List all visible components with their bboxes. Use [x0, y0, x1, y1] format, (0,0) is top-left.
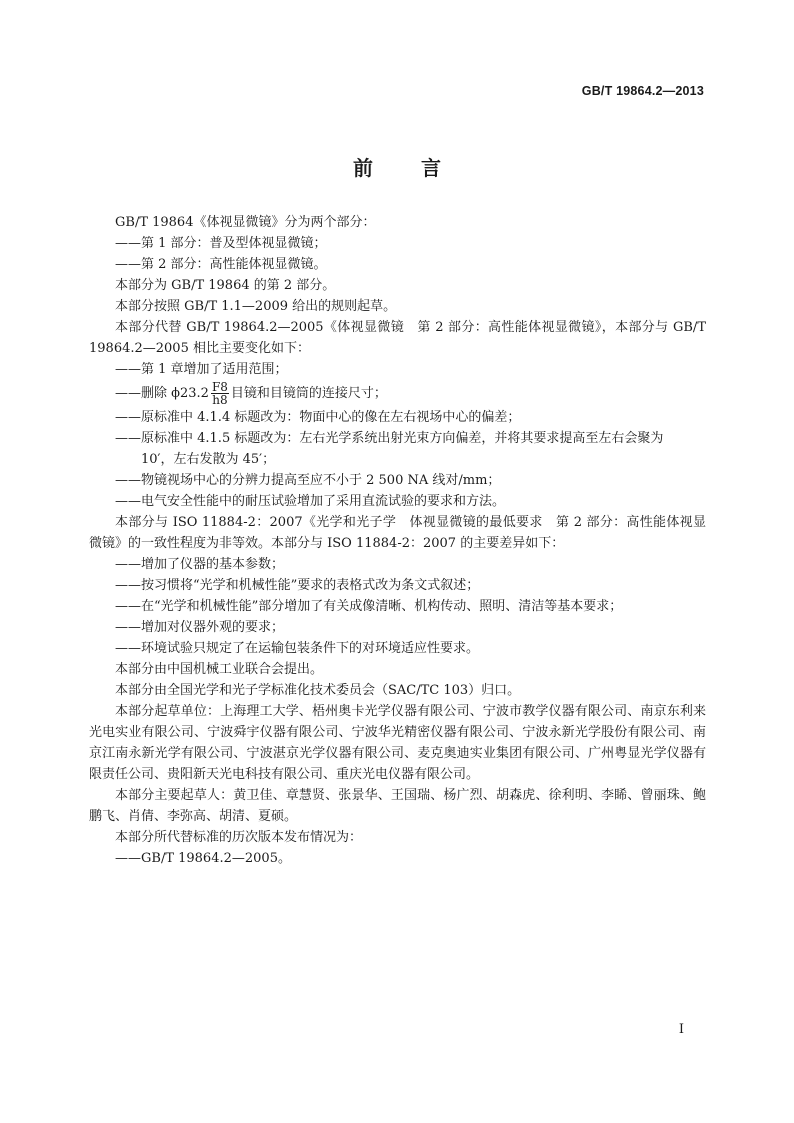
list-item-change-voltage-test: ——电气安全性能中的耐压试验增加了采用直流试验的要求和方法。 — [115, 494, 506, 509]
paragraph-drafting-rule: 本部分按照 GB/T 1.1—2009 给出的规则起草。 — [115, 299, 397, 314]
paragraph-iso-consistency: 本部分与 ISO 11884-2：2007《光学和光子学 体视显微镜的最低要求 第 2 部分：高性能体视显微镜》的一致性程度为非等效。本部分与 ISO 11884-2：2007 的主要差异如下： — [89, 515, 706, 551]
paragraph-proposed-by: 本部分由中国机械工业联合会提出。 — [115, 662, 324, 677]
fraction-denominator: h8 — [212, 393, 228, 407]
list-item-diff-parameters: ——增加了仪器的基本参数； — [115, 557, 285, 572]
list-item-change-resolution: ——物镜视场中心的分辨力提高至应不小于 2 500 NA 线对/mm； — [115, 473, 501, 488]
page-number: I — [678, 1022, 684, 1037]
list-item-change-dimension — [89, 380, 706, 407]
paragraph-history: 本部分所代替标准的历次版本发布情况为： — [115, 830, 363, 845]
list-item-diff-appearance: ——增加对仪器外观的要求； — [115, 620, 285, 635]
tolerance-fraction — [211, 381, 229, 406]
change-dimension-prefix: ——删除 ϕ23.2 — [115, 386, 209, 401]
change-dimension-suffix: 目镜和目镜筒的连接尺寸； — [230, 386, 387, 401]
list-item-change-scope: ——第 1 章增加了适用范围； — [115, 362, 288, 377]
list-item-diff-requirements: ——在“光学和机械性能”部分增加了有关成像清晰、机构传动、照明、清洁等基本要求； — [115, 599, 623, 614]
list-item-diff-format: ——按习惯将“光学和机械性能”要求的表格式改为条文式叙述； — [115, 578, 480, 593]
change-4-1-5-line1: ——原标准中 4.1.5 标题改为：左右光学系统出射光束方向偏差，并将其要求提高至左右会聚为 — [115, 431, 664, 446]
list-item-change-4-1-4: ——原标准中 4.1.4 标题改为：物面中心的像在左右视场中心的偏差； — [115, 410, 521, 425]
list-item-history-version: ——GB/T 19864.2—2005。 — [115, 851, 291, 866]
standard-number: GB/T 19864.2—2013 — [581, 84, 704, 98]
paragraph-replaces: 本部分代替 GB/T 19864.2—2005《体视显微镜 第 2 部分：高性能体视显微镜》，本部分与 GB/T 19864.2—2005 相比主要变化如下： — [89, 320, 706, 356]
list-item-diff-environment: ——环境试验只规定了在运输包装条件下的对环境适应性要求。 — [115, 641, 480, 656]
paragraph-under-jurisdiction: 本部分由全国光学和光子学标准化技术委员会（SAC/TC 103）归口。 — [115, 683, 521, 698]
fraction-numerator: F8 — [211, 380, 228, 394]
paragraph-part-statement: 本部分为 GB/T 19864 的第 2 部分。 — [115, 278, 336, 293]
list-item-change-4-1-5 — [89, 428, 706, 449]
list-item-change-4-1-5-cont: 10′，左右发散为 45′； — [141, 452, 276, 467]
paragraph-drafters: 本部分主要起草人：黄卫佳、章慧贤、张景华、王国瑞、杨广烈、胡森虎、徐利明、李睎、曾丽珠、鲍鹏飞、肖倩、李弥高、胡清、夏硕。 — [89, 788, 706, 824]
list-item-part2: ——第 2 部分：高性能体视显微镜。 — [115, 257, 327, 272]
list-item-part1: ——第 1 部分：普及型体视显微镜； — [115, 236, 327, 251]
preface-body — [89, 212, 706, 869]
paragraph-intro: GB/T 19864《体视显微镜》分为两个部分： — [115, 215, 376, 230]
paragraph-drafting-units: 本部分起草单位：上海理工大学、梧州奥卡光学仪器有限公司、宁波市教学仪器有限公司、南京东利来光电实业有限公司、宁波舜宇仪器有限公司、宁波华光精密仪器有限公司、宁波永新光学股份有限公司、南京江南永新光学有限公司、宁波湛京光学仪器有限公司、麦克奥迪实业集团有限公司、广州粤显光学仪器有限责任公司、贵阳新天光电科技有限公司、重庆光电仪器有限公司。 — [89, 704, 706, 782]
page-title: 前言 — [353, 156, 489, 180]
